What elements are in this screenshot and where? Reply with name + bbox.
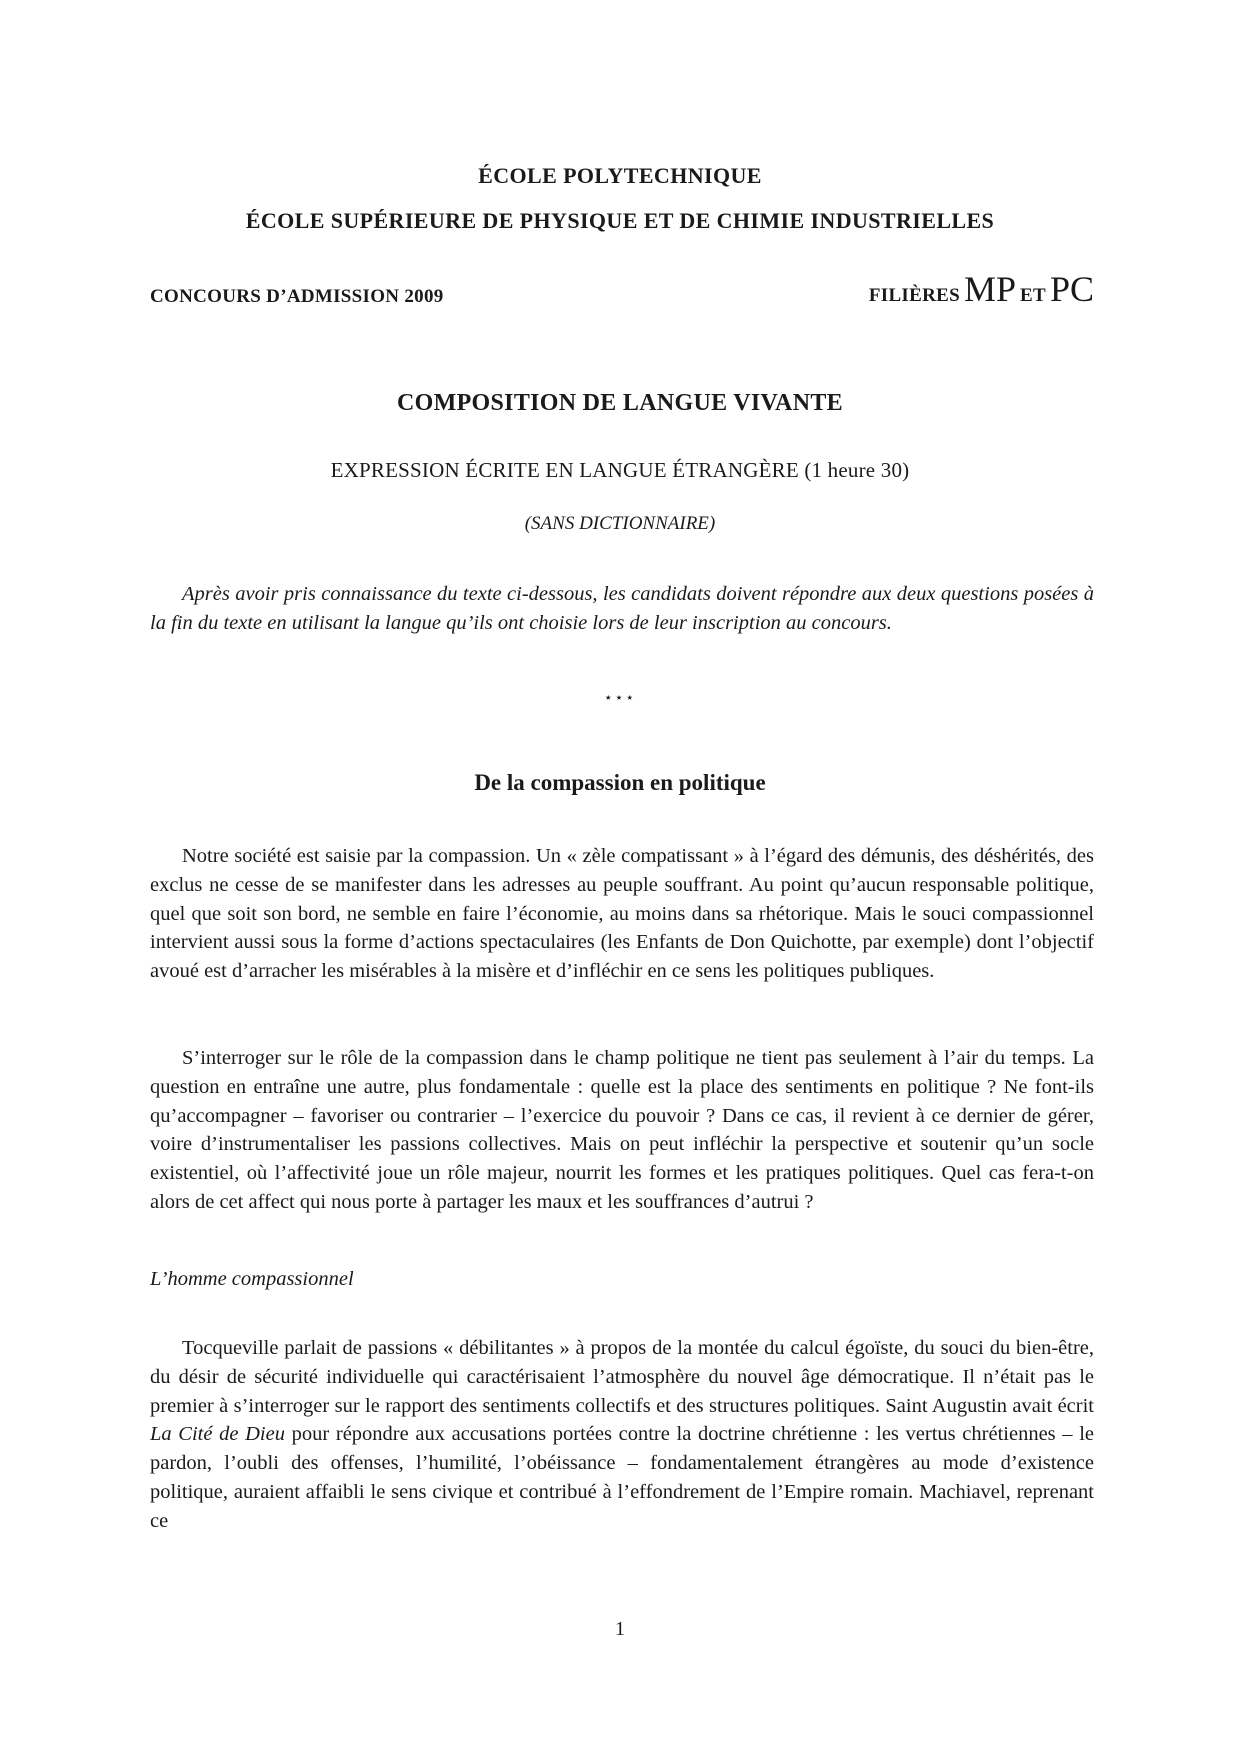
school-name-2: ÉCOLE SUPÉRIEURE DE PHYSIQUE ET DE CHIMIE INDUSTRIELLES [245, 208, 995, 233]
filiere-mp: MP [963, 269, 1016, 309]
exam-instructions: Après avoir pris connaissance du texte ci-dessous, les candidats doivent répondre aux deux questions posées à la fin du texte en utilisant la langue qu’ils ont choisie lors de leur inscription au concours. [150, 583, 1094, 634]
filieres-et: ET [1020, 285, 1046, 306]
school-name-1: ÉCOLE POLYTECHNIQUE [478, 163, 762, 188]
concours-label: CONCOURS D’ADMISSION 2009 [150, 286, 444, 307]
text-title: De la compassion en politique [474, 770, 766, 795]
page-number: 1 [615, 1618, 625, 1640]
book-title: La Cité de Dieu [150, 1423, 285, 1446]
filiere-pc: PC [1049, 269, 1094, 309]
paragraph-3 [150, 1334, 1094, 1536]
separator-stars: ⋆⋆⋆ [603, 690, 637, 706]
paragraph-3-part-2: pour répondre aux accusations portées contre la doctrine chrétienne : les vertus chrétiennes – le pardon, l’oubli des offenses, l’humilité, l’obéissance – fondamentalement étrangères au mode d’existence politique, auraient affaibli le sens civique et contribué à l’effondrement de l’Empire romain. Machiavel, reprenant ce [150, 1423, 1095, 1532]
section-heading: L’homme compassionnel [150, 1268, 354, 1290]
paragraph-3-part-1: Tocqueville parlait de passions « débilitantes » à propos de la montée du calcul égoïste, du souci du bien-être, du désir de sécurité individuelle qui caractérisaient l’atmosphère du nouvel âge démocratique. Il n’était pas le premier à s’interroger sur le rapport des sentiments collectifs et des structures politiques. Saint Augustin avait écrit [150, 1337, 1094, 1417]
filieres-label: FILIÈRES [868, 285, 960, 306]
paragraph-1: Notre société est saisie par la compassion. Un « zèle compatissant » à l’égard des démunis, des déshérités, des exclus ne cesse de se manifester dans les adresses au peuple souffrant. Au point qu’aucun responsable politique, quel que soit son bord, ne semble en faire l’économie, au moins dans sa rhétorique. Mais le souci compassionnel intervient aussi sous la forme d’actions spectaculaires (les Enfants de Don Quichotte, par exemple) dont l’objectif avoué est d’arracher les misérables à la misère et d’infléchir en ce sens les politiques publiques. [150, 845, 1094, 983]
exam-note: (SANS DICTIONNAIRE) [524, 513, 716, 534]
exam-title: COMPOSITION DE LANGUE VIVANTE [397, 390, 843, 416]
filieres-line [869, 268, 1094, 310]
paragraph-2: S’interroger sur le rôle de la compassion dans le champ politique ne tient pas seulement à l’air du temps. La question en entraîne une autre, plus fondamentale : quelle est la place des sentiments en politique ? Ne font-ils qu’accompagner – favoriser ou contrarier – l’exercice du pouvoir ? Dans ce cas, il revient à ce dernier de gérer, voire d’instrumentaliser les passions collectives. Mais on peut infléchir la perspective et soutenir qu’un socle existentiel, où l’affectivité joue un rôle majeur, nourrit les formes et les pratiques politiques. Quel cas fera-t-on alors de cet affect qui nous porte à partager les maux et les souffrances d’autrui ? [150, 1047, 1094, 1213]
exam-subtitle: EXPRESSION ÉCRITE EN LANGUE ÉTRANGÈRE (1 heure 30) [330, 458, 910, 482]
